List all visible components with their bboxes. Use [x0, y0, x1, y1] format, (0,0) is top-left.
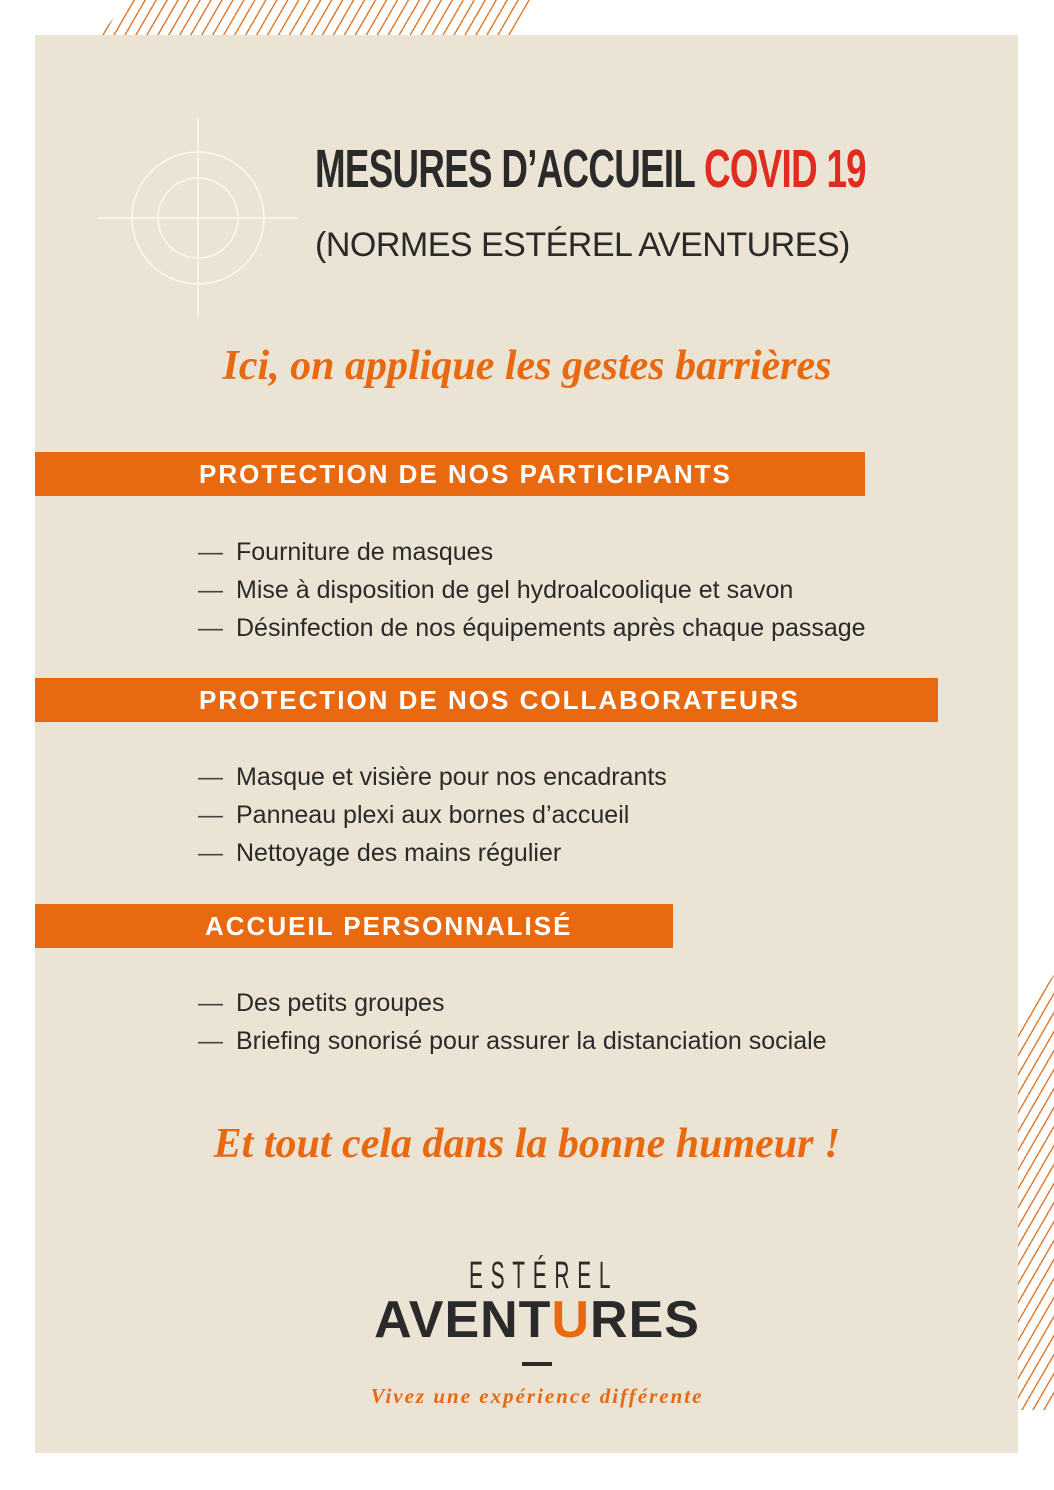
logo-motto: Vivez une expérience différente: [370, 1384, 704, 1408]
list-item: — Mise à disposition de gel hydroalcoolique et savon: [198, 576, 794, 604]
section-header-collaborateurs: PROTECTION DE NOS COLLABORATEURS: [35, 678, 938, 722]
decorative-hatching-top: [100, 0, 530, 35]
logo-divider: [522, 1362, 552, 1366]
esterel-aventures-logo: [300, 1255, 774, 1409]
decorative-hatching-right: [1018, 975, 1054, 1410]
tagline-bottom: Et tout cela dans la bonne humeur !: [213, 1121, 841, 1167]
title-main: MESURES D’ACCUEIL: [315, 139, 695, 199]
page-title: [315, 138, 866, 200]
section-header-accueil: ACCUEIL PERSONNALISÉ: [35, 904, 673, 948]
subtitle: (NORMES ESTÉREL AVENTURES): [315, 226, 850, 264]
list-item: — Panneau plexi aux bornes d’accueil: [198, 801, 630, 829]
list-item: — Nettoyage des mains régulier: [198, 839, 562, 867]
crosshair-icon: [98, 118, 298, 318]
list-item: — Masque et visière pour nos encadrants: [198, 763, 667, 791]
list-item: — Des petits groupes: [198, 989, 445, 1017]
collaborateurs-list: [198, 758, 667, 872]
logo-line2: AVENTURES: [374, 1291, 700, 1349]
list-item: — Fourniture de masques: [198, 538, 494, 566]
list-item: — Briefing sonorisé pour assurer la distanciation sociale: [198, 1027, 827, 1055]
tagline-top: Ici, on applique les gestes barrières: [222, 343, 832, 389]
participants-list: [198, 533, 866, 647]
section-header-participants: PROTECTION DE NOS PARTICIPANTS: [35, 452, 865, 496]
list-item: — Désinfection de nos équipements après chaque passage: [198, 614, 866, 642]
title-covid: COVID 19: [704, 139, 866, 199]
accueil-list: [198, 984, 827, 1060]
logo-line1: ESTÉREL: [469, 1255, 619, 1297]
